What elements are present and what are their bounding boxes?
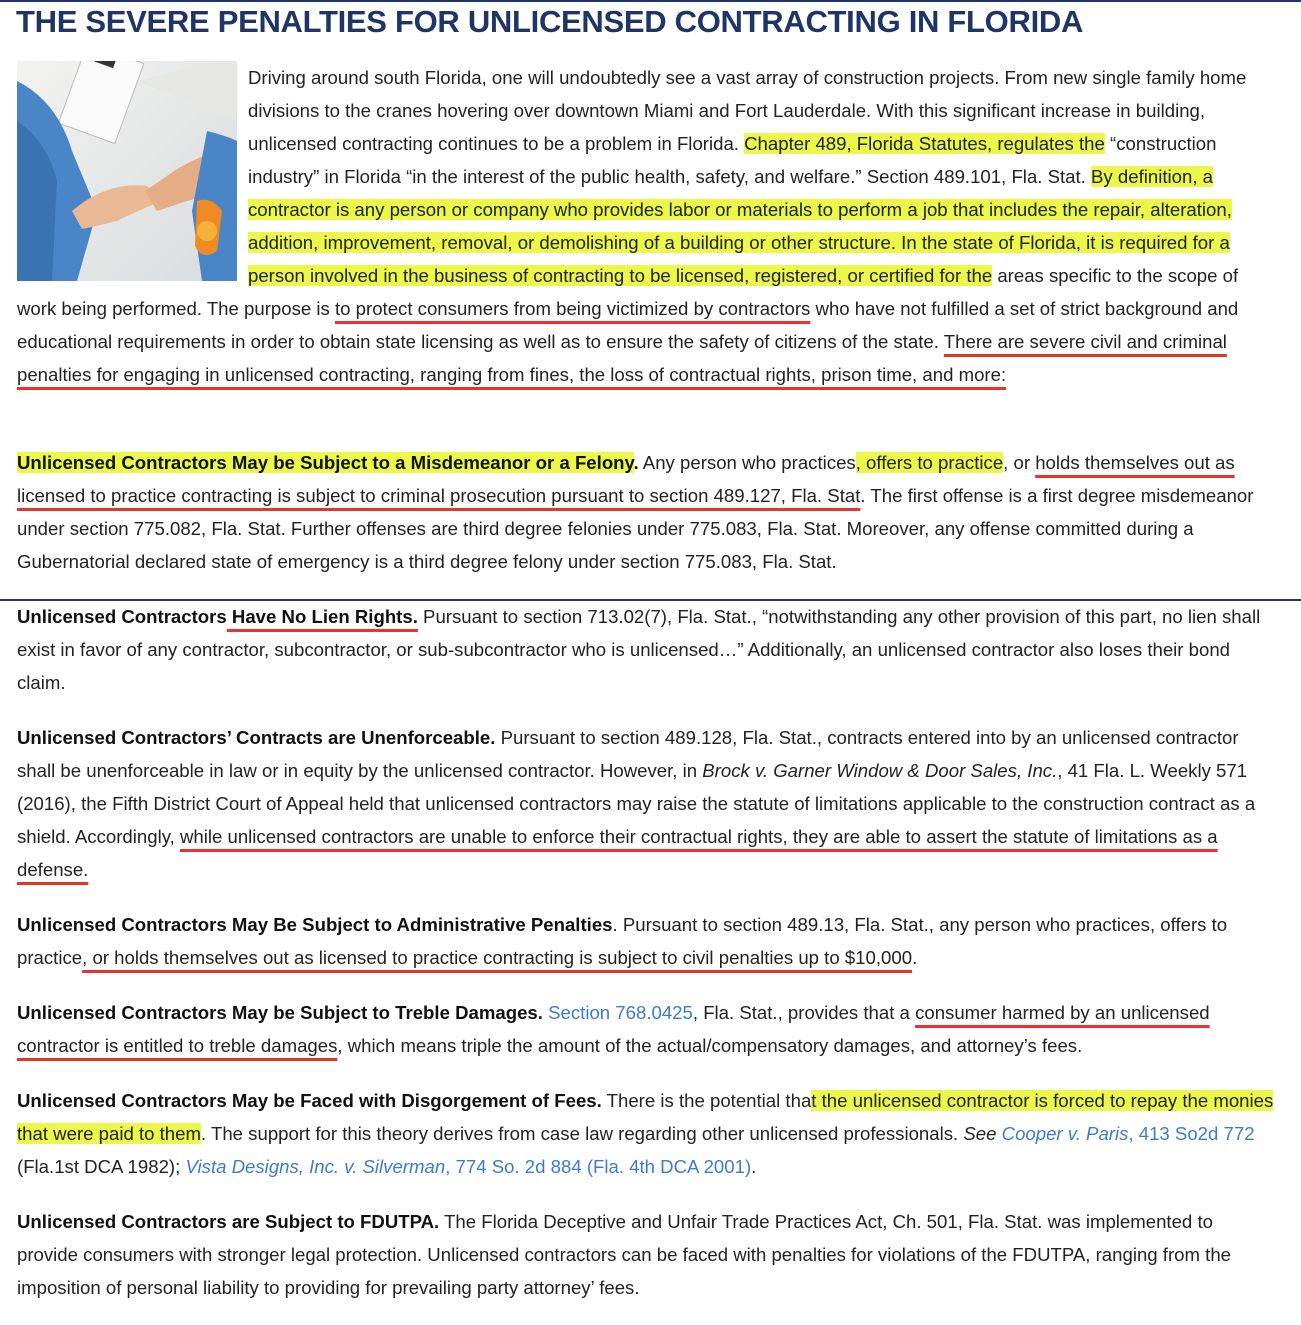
section-misdemeanor-felony (17, 446, 1275, 578)
section-disgorgement (17, 1084, 1275, 1183)
section-administrative-penalties (17, 908, 1275, 974)
section-text: (Fla.1st DCA 1982); (17, 1156, 186, 1177)
section-heading: Unlicensed Contractors (17, 606, 227, 627)
intro-paragraph (17, 61, 1275, 391)
section-text: , 41 Fla. L. Weekly 571 (2016), the Fifth District Court of Appeal held that unlicensed contractors may raise the statute of limitations applicable to the construction contract as a shield. Accordingly, (17, 760, 1256, 847)
section-unenforceable-contracts (17, 721, 1275, 886)
section-heading: Unlicensed Contractors May be Subject to Treble Damages. (17, 1002, 543, 1023)
section-text: , or (1003, 452, 1036, 473)
link-cooper-v-paris[interactable]: Cooper v. Paris, 413 So2d 772 (1001, 1123, 1255, 1144)
underline-civil-penalties: , or holds themselves out as licensed to practice contracting is subject to civil penalties up to $10,000 (82, 947, 913, 968)
highlight-repay-monies: t the unlicensed contractor is forced to repay the monies that were paid to them (17, 1090, 1274, 1144)
underline-no-lien-rights: Have No Lien Rights. (226, 606, 418, 627)
underline-statute-of-limitations: while unlicensed contractors are unable to enforce their contractual rights, they are able to assert the statute of limitations as a defense. (17, 826, 1218, 880)
section-fdutpa (17, 1205, 1275, 1304)
section-text: , which means triple the amount of the actual/compensatory damages, and attorney’s fees. (337, 1035, 1083, 1056)
section-heading: Unlicensed Contractors May be Faced with Disgorgement of Fees. (17, 1090, 602, 1111)
link-vista-designs[interactable]: Vista Designs, Inc. v. Silverman, 774 So. 2d 884 (Fla. 4th DCA 2001) (185, 1156, 752, 1177)
underline-protect-consumers: to protect consumers from being victimized by contractors (334, 298, 811, 319)
page-title: THE SEVERE PENALTIES FOR UNLICENSED CONTRACTING IN FLORIDA (16, 4, 1084, 39)
section-text: , Fla. Stat., provides that a (692, 1002, 916, 1023)
section-text: Pursuant to section 713.02(7), Fla. Stat., “notwithstanding any other provision of this part, no lien shall exist in favor of any contractor, subcontractor, or sub-subcontractor who is unlicensed…” Additionally, an unlicensed contractor also loses their bond claim. (17, 606, 1261, 693)
intro-text: Driving around south Florida, one will undoubtedly see a vast array of construction projects. From new single family home divisions to the cranes hovering over downtown Miami and Fort Lauderdale. With this significant increase in building, unlicensed contracting continues to be a problem in Florida. (248, 67, 1247, 154)
case-name-brock: Brock v. Garner Window & Door Sales, Inc. (702, 760, 1058, 781)
section-heading: Unlicensed Contractors’ Contracts are Unenforceable. (17, 727, 496, 748)
section-heading: Unlicensed Contractors May be Subject to a Misdemeanor or a Felony (17, 452, 634, 473)
section-text: The Florida Deceptive and Unfair Trade Practices Act, Ch. 501, Fla. Stat. was implemented to provide consumers with stronger legal protection. Unlicensed contractors can be faced with penalties for violations of the FDUTPA, ranging from the imposition of personal liability to providing for prevailing party attorney’ fees. (17, 1211, 1232, 1298)
section-text: . The support for this theory derives from case law regarding other unlicensed professionals. (200, 1123, 964, 1144)
intro-text: “construction industry” in Florida “in the interest of the public health, safety, and welfare.” Section 489.101, Fla. Stat. (248, 133, 1217, 187)
heading-period: . (633, 452, 639, 473)
section-text: There is the potential tha (601, 1090, 812, 1111)
intro-text: who have not fulfilled a set of strict background and educational requirements in order to obtain state licensing as well as to ensure the safety of citizens of the state. (17, 298, 1239, 352)
section-text: . The first offense is a first degree misdemeanor under section 775.082, Fla. Stat. Further offenses are third degree felonies under 775.083, Fla. Stat. Moreover, any offense committed during a Gubernatorial declared state of emergency is a third degree felony under section 775.083, Fla. Stat. (17, 485, 1254, 572)
section-text: . (912, 947, 918, 968)
highlight-offers-to-practice: , offers to practice (855, 452, 1004, 473)
section-text: Pursuant to section 489.128, Fla. Stat., contracts entered into by an unlicensed contractor shall be unenforceable in law or in equity by the unlicensed contractor. However, in (17, 727, 1239, 781)
section-text: Any person who practices (638, 452, 856, 473)
section-treble-damages (17, 996, 1275, 1062)
section-heading: Unlicensed Contractors are Subject to FDUTPA. (17, 1211, 440, 1232)
underline-criminal-prosecution: holds themselves out as licensed to practice contracting is subject to criminal prosecution pursuant to section 489.127, Fla. Stat (17, 452, 1235, 506)
section-heading: Unlicensed Contractors May Be Subject to Administrative Penalties (17, 914, 613, 935)
section-no-lien-rights (17, 600, 1275, 699)
section-text: . Pursuant to section 489.13, Fla. Stat., any person who practices, offers to practice (17, 914, 1228, 968)
underline-treble-damages: consumer harmed by an unlicensed contractor is entitled to treble damages (17, 1002, 1210, 1056)
see-signal: See (963, 1123, 997, 1144)
handshake-icon (17, 61, 237, 281)
handshake-photo (17, 61, 237, 281)
highlight-chapter-489: Chapter 489, Florida Statutes, regulates the (744, 133, 1105, 154)
section-text: . (751, 1156, 757, 1177)
intro-text: areas specific to the scope of work being performed. The purpose is (17, 265, 1239, 319)
underline-severe-penalties: There are severe civil and criminal penalties for engaging in unlicensed contracting, ranging from fines, the loss of contractual rights, prison time, and more: (17, 331, 1227, 385)
link-section-768-0425[interactable]: Section 768.0425 (548, 1002, 693, 1023)
top-rule (0, 0, 1301, 2)
highlight-contractor-definition: By definition, a contractor is any person or company who provides labor or materials to perform a job that includes the repair, alteration, addition, improvement, removal, or demolishing of a building or other structure. In the state of Florida, it is required for a person involved in the business of contracting to be licensed, registered, or certified for the (248, 166, 1232, 286)
